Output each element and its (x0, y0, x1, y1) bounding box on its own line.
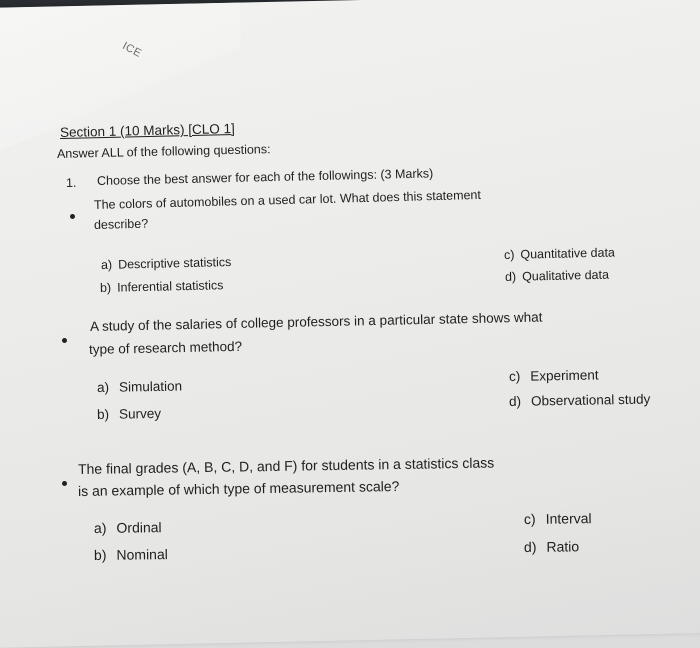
option-label: b) (96, 406, 110, 422)
option-text: Observational study (530, 391, 651, 409)
option-label: b) (99, 280, 112, 295)
item2-option-c (509, 367, 599, 384)
item3-option-b (94, 546, 168, 563)
item1-option-d (505, 268, 609, 284)
item3-option-d (524, 538, 579, 555)
option-text: Quantitative data (520, 245, 616, 262)
option-text: Qualitative data (521, 267, 610, 284)
item2-option-a (97, 379, 182, 395)
item3-option-c (524, 510, 592, 527)
option-label: d) (508, 393, 522, 409)
item2-option-b (97, 406, 161, 422)
option-label: c) (523, 510, 536, 527)
option-label: b) (93, 546, 107, 563)
option-text: Experiment (530, 367, 599, 384)
item3-option-a (94, 519, 162, 536)
bullet-icon (70, 214, 75, 219)
option-text: Inferential statistics (116, 278, 224, 295)
option-label: d) (523, 538, 537, 555)
option-text: Nominal (116, 546, 168, 563)
item3-question-line2: is an example of which type of measurement scale? (77, 477, 400, 499)
option-text: Interval (545, 510, 592, 527)
option-text: Descriptive statistics (117, 255, 232, 272)
question-text: Choose the best answer for each of the followings: (3 Marks) (96, 166, 434, 188)
section-instruction: Answer ALL of the following questions: (56, 142, 271, 161)
item1-question-line1: The colors of automobiles on a used car lot. What does this statement (93, 187, 482, 212)
item3-question-line1: The final grades (A, B, C, D, and F) for students in a statistics class (77, 454, 495, 477)
item1-option-b (100, 278, 224, 295)
partial-stamp-text: ICE (120, 40, 144, 60)
option-label: c) (508, 368, 521, 384)
item2-option-d (509, 392, 651, 409)
option-text: Ordinal (116, 519, 162, 536)
option-label: a) (100, 257, 113, 272)
item1-option-c (504, 245, 615, 262)
item1-question-line2: describe? (93, 216, 149, 232)
bullet-icon (62, 481, 67, 486)
option-text: Ratio (546, 538, 580, 555)
section-title: Section 1 (10 Marks) [CLO 1] (59, 121, 235, 140)
option-label: a) (93, 519, 107, 536)
item1-option-a (101, 255, 232, 272)
item2-question-line1: A study of the salaries of college professors in a particular state shows what (89, 309, 543, 334)
item2-question-line2: type of research method? (88, 338, 243, 357)
option-text: Simulation (118, 378, 183, 395)
option-text: Survey (118, 405, 162, 422)
option-label: a) (96, 379, 110, 395)
option-label: d) (504, 269, 517, 284)
question-number: 1. (65, 175, 77, 190)
bullet-icon (62, 338, 67, 343)
option-label: c) (503, 247, 515, 262)
